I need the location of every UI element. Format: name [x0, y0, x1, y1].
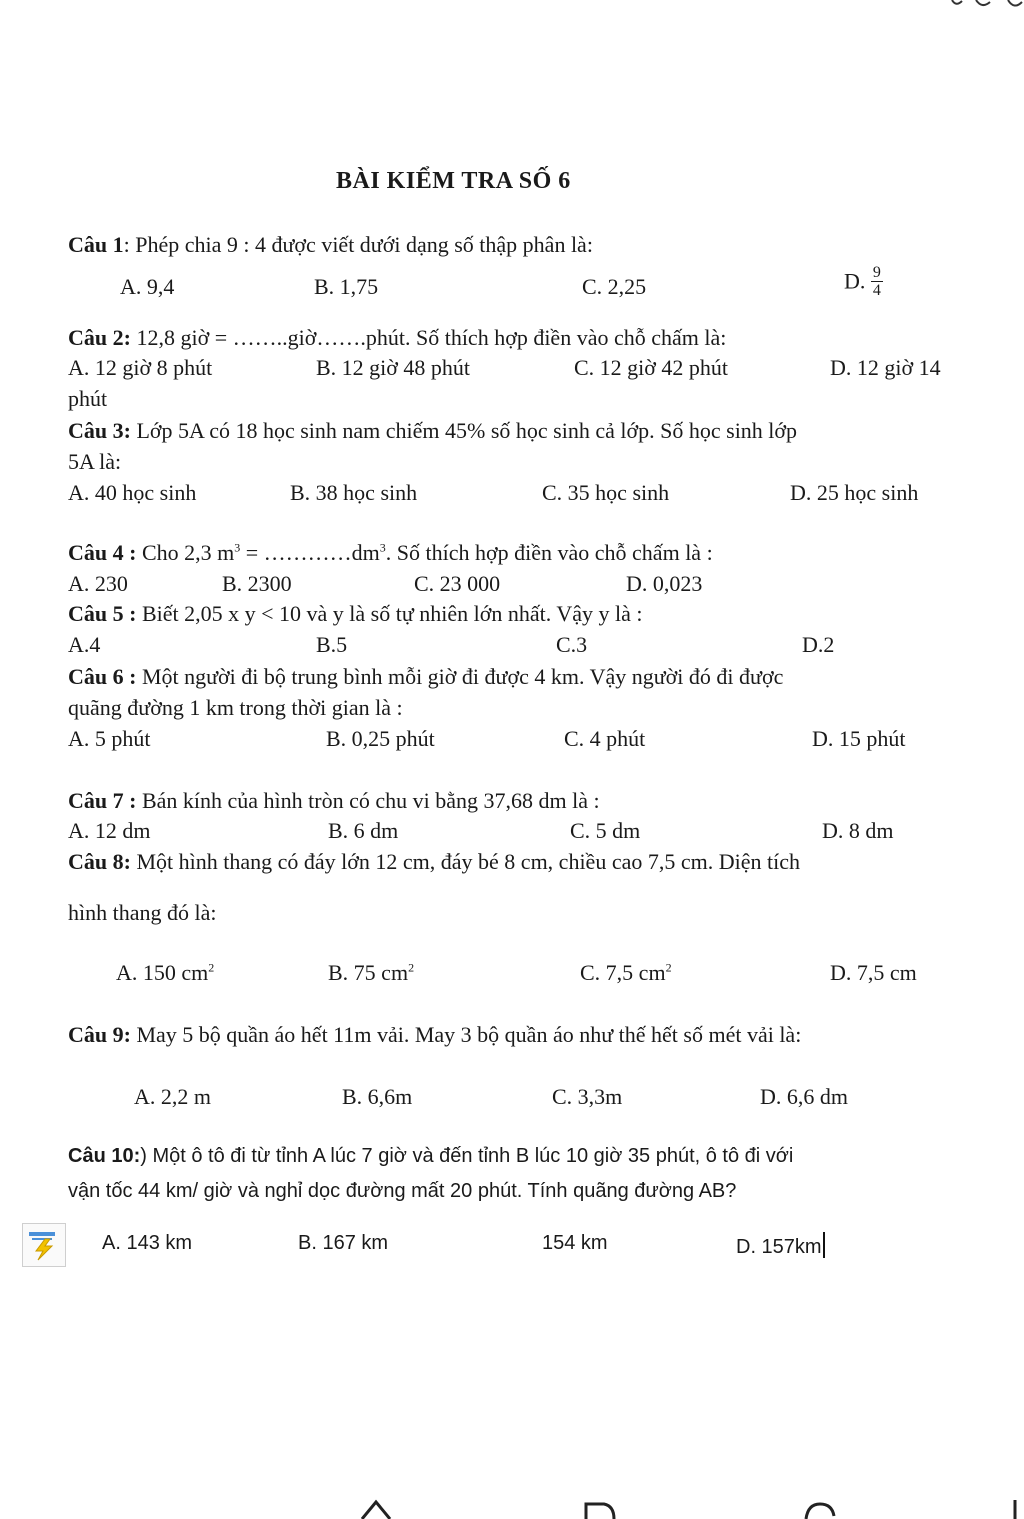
- q2-option-d-continued: phút: [68, 386, 108, 411]
- q3-option-c[interactable]: C. 35 học sinh: [542, 480, 670, 505]
- q3-option-b[interactable]: B. 38 học sinh: [290, 480, 418, 505]
- cropped-letter-fragment: [800, 1496, 840, 1519]
- q9-option-a[interactable]: A. 2,2 m: [134, 1084, 211, 1109]
- q8-option-a[interactable]: A. 150 $cm^2$: [116, 960, 215, 985]
- question-6: Câu 6 : Một người đi bộ trung bình mỗi giờ đi được 4 km. Vậy người đó đi được: [68, 664, 784, 689]
- q5-option-c[interactable]: C.3: [556, 632, 588, 657]
- q10-option-a[interactable]: A. 143 km: [102, 1232, 193, 1254]
- q5-option-d[interactable]: D.2: [802, 632, 835, 657]
- q5-option-b[interactable]: B.5: [316, 632, 348, 657]
- q10-option-d[interactable]: D. 157km: [736, 1232, 825, 1259]
- q4-option-d[interactable]: D. 0,023: [626, 571, 703, 596]
- question-10-continued: vận tốc 44 km/ giờ và nghỉ dọc đường mất 20 phút. Tính quãng đường AB?: [68, 1180, 737, 1202]
- q7-option-b[interactable]: B. 6 dm: [328, 818, 399, 843]
- q7-option-a[interactable]: A. 12 dm: [68, 818, 151, 843]
- q6-option-b[interactable]: B. 0,25 phút: [326, 726, 435, 751]
- q3-option-a[interactable]: A. 40 học sinh: [68, 480, 197, 505]
- question-7: Câu 7 : Bán kính của hình tròn có chu vi bằng 37,68 dm là :: [68, 788, 600, 813]
- question-10: Câu 10:) Một ô tô đi từ tỉnh A lúc 7 giờ và đến tỉnh B lúc 10 giờ 35 phút, ô tô đi với: [68, 1145, 794, 1167]
- question-5: Câu 5 : Biết 2,05 x y < 10 và y là số tự nhiên lớn nhất. Vậy y là :: [68, 601, 643, 626]
- question-3-continued: 5A là:: [68, 449, 122, 474]
- q2-option-d[interactable]: D. 12 giờ 14: [830, 355, 941, 380]
- text-cursor: [823, 1232, 825, 1258]
- question-8: Câu 8: Một hình thang có đáy lớn 12 cm, đáy bé 8 cm, chiều cao 7,5 cm. Diện tích: [68, 849, 800, 874]
- cropped-letter-fragment: [356, 1496, 396, 1519]
- q1-option-a[interactable]: A. 9,4: [120, 274, 175, 299]
- q5-option-a[interactable]: A.4: [68, 632, 101, 657]
- fraction-9-over-4: $\frac{9}{4}$: [872, 264, 881, 299]
- q1-option-c[interactable]: C. 2,25: [582, 274, 647, 299]
- question-6-continued: quãng đường 1 km trong thời gian là :: [68, 695, 403, 720]
- q6-option-d[interactable]: D. 15 phút: [812, 726, 906, 751]
- question-3: Câu 3: Lớp 5A có 18 học sinh nam chiếm 45% số học sinh cả lớp. Số học sinh lớp: [68, 418, 798, 443]
- page-title: BÀI KIỂM TRA SỐ 6: [336, 168, 571, 194]
- cropped-text-fragment: [948, 0, 1024, 10]
- q4-option-c[interactable]: C. 23 000: [414, 571, 501, 596]
- q10-option-c[interactable]: 154 km: [542, 1232, 608, 1254]
- cropped-letter-fragment: [580, 1496, 620, 1519]
- q4-option-a[interactable]: A. 230: [68, 571, 128, 596]
- q9-option-d[interactable]: D. 6,6 dm: [760, 1084, 848, 1109]
- q9-option-b[interactable]: B. 6,6m: [342, 1084, 413, 1109]
- q6-option-c[interactable]: C. 4 phút: [564, 726, 646, 751]
- q10-option-b[interactable]: B. 167 km: [298, 1232, 389, 1254]
- q8-option-c[interactable]: C. 7,5 $cm^2$: [580, 960, 672, 985]
- q8-option-d[interactable]: D. 7,5 cm: [830, 960, 917, 985]
- question-4: Câu 4 : Cho 2,3 $m^3$ = $\dots\dots\dots\dots dm^3$. Số thích hợp điền vào chỗ chấm là :: [68, 540, 713, 565]
- q3-option-d[interactable]: D. 25 học sinh: [790, 480, 919, 505]
- cropped-letter-fragment: [1008, 1496, 1022, 1519]
- q1-option-d[interactable]: D. $\frac{9}{4}$: [844, 264, 881, 299]
- q7-option-d[interactable]: D. 8 dm: [822, 818, 894, 843]
- question-1: Câu 1: Phép chia 9 : 4 được viết dưới dạng số thập phân là:: [68, 232, 593, 257]
- question-9: Câu 9: May 5 bộ quần áo hết 11m vải. May 3 bộ quần áo như thế hết số mét vải là:: [68, 1022, 802, 1047]
- question-2: Câu 2: 12,8 giờ = ……..giờ…….phút. Số thích hợp điền vào chỗ chấm là:: [68, 325, 727, 350]
- q9-option-c[interactable]: C. 3,3m: [552, 1084, 623, 1109]
- q2-option-b[interactable]: B. 12 giờ 48 phút: [316, 355, 471, 380]
- q6-option-a[interactable]: A. 5 phút: [68, 726, 151, 751]
- q7-option-c[interactable]: C. 5 dm: [570, 818, 641, 843]
- q2-option-a[interactable]: A. 12 giờ 8 phút: [68, 355, 213, 380]
- q8-option-b[interactable]: B. 75 $cm^2$: [328, 960, 415, 985]
- q2-option-c[interactable]: C. 12 giờ 42 phút: [574, 355, 729, 380]
- pen-lightning-icon[interactable]: [22, 1223, 66, 1267]
- q4-option-b[interactable]: B. 2300: [222, 571, 292, 596]
- q1-option-b[interactable]: B. 1,75: [314, 274, 379, 299]
- question-8-continued: hình thang đó là:: [68, 900, 217, 925]
